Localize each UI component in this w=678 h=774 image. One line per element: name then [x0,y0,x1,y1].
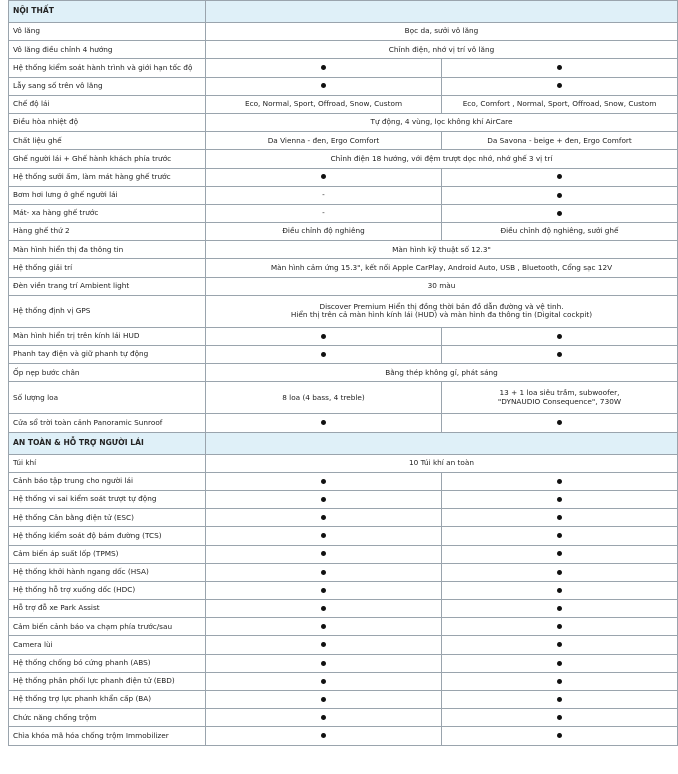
spec-row [9,186,678,204]
spec-row [9,454,678,472]
feature-included-dot [557,352,562,357]
section-title: NỘI THẤT [9,1,206,23]
trim-1-value [206,204,442,222]
feature-included-dot [321,733,326,738]
feature-label: Hệ thống hỗ trợ xuống dốc (HDC) [9,581,206,599]
spec-row [9,150,678,168]
feature-included-dot [321,83,326,88]
feature-label: Hệ thống vi sai kiểm soát trượt tự động [9,490,206,508]
value-text: 8 loa (4 bass, 4 treble) [282,392,365,402]
feature-included-dot [321,65,326,70]
trim-1-value [206,132,442,150]
shared-value: 30 màu [206,277,678,295]
feature-included-dot [557,334,562,339]
spec-row [9,295,678,327]
spec-row [9,59,678,77]
feature-included-dot [321,715,326,720]
feature-included-dot [557,661,562,666]
feature-label: Bơm hơi lưng ở ghế người lái [9,186,206,204]
feature-label: Cảm biến cảnh báo va chạm phía trước/sau [9,618,206,636]
feature-label: Hệ thống định vị GPS [9,295,206,327]
feature-label: Ghế người lái + Ghế hành khách phía trước [9,150,206,168]
shared-value [206,295,678,327]
spec-row [9,113,678,131]
trim-2-value [442,654,678,672]
feature-label: Chế độ lái [9,95,206,113]
trim-2-value [442,527,678,545]
feature-label: Hàng ghế thứ 2 [9,223,206,241]
feature-absent-dash: - [322,190,325,200]
feature-included-dot [321,479,326,484]
feature-included-dot [321,679,326,684]
feature-included-dot [321,352,326,357]
feature-label: Hỗ trợ đỗ xe Park Assist [9,600,206,618]
feature-label: Cảnh báo tập trung cho người lái [9,472,206,490]
trim-1-value [206,346,442,364]
spec-row [9,490,678,508]
spec-row [9,618,678,636]
feature-included-dot [321,642,326,647]
spec-row [9,77,678,95]
spec-row [9,132,678,150]
spec-row [9,41,678,59]
feature-included-dot [557,733,562,738]
feature-included-dot [557,715,562,720]
shared-value: 10 Túi khí an toàn [206,454,678,472]
feature-included-dot [557,588,562,593]
trim-1-value [206,581,442,599]
spec-row [9,382,678,414]
trim-2-value [442,472,678,490]
trim-1-value [206,223,442,241]
spec-row [9,364,678,382]
feature-included-dot [557,83,562,88]
feature-label: Vô lăng [9,23,206,41]
trim-1-value [206,545,442,563]
trim-2-value [442,414,678,432]
trim-1-value [206,186,442,204]
trim-2-value [442,327,678,345]
feature-included-dot [557,570,562,575]
feature-included-dot [321,570,326,575]
feature-included-dot [321,533,326,538]
feature-label: Hệ thống trợ lực phanh khẩn cấp (BA) [9,691,206,709]
trim-2-value [442,636,678,654]
feature-included-dot [321,661,326,666]
feature-included-dot [557,606,562,611]
feature-included-dot [557,174,562,179]
feature-included-dot [321,606,326,611]
spec-row [9,204,678,222]
trim-2-value [442,618,678,636]
trim-2-value [442,204,678,222]
spec-row [9,691,678,709]
feature-label: Hệ thống Cân bằng điện tử (ESC) [9,509,206,527]
feature-label: Cảm biến áp suất lốp (TPMS) [9,545,206,563]
section-header-fill [206,432,678,454]
feature-included-dot [557,211,562,216]
spec-row [9,259,678,277]
shared-value: Chỉnh điện 18 hướng, với đệm trượt dọc nhớ, nhớ ghế 3 vị trí [206,150,678,168]
value-line: 13 + 1 loa siêu trầm, subwoofer, [499,388,620,398]
trim-2-value [442,186,678,204]
feature-label: Hệ thống chống bó cứng phanh (ABS) [9,654,206,672]
trim-2-value [442,223,678,241]
feature-included-dot [321,334,326,339]
shared-value: Bằng thép không gỉ, phát sáng [206,364,678,382]
trim-1-value [206,490,442,508]
trim-2-value [442,672,678,690]
trim-1-value [206,77,442,95]
spec-row [9,414,678,432]
spec-table [8,0,678,746]
trim-1-value [206,527,442,545]
spec-row [9,223,678,241]
feature-label: Hệ thống khởi hành ngang dốc (HSA) [9,563,206,581]
feature-included-dot [321,420,326,425]
trim-2-value [442,77,678,95]
trim-2-value [442,727,678,745]
trim-1-value [206,382,442,414]
trim-1-value [206,509,442,527]
trim-1-value [206,414,442,432]
trim-1-value [206,563,442,581]
spec-row [9,709,678,727]
spec-row [9,563,678,581]
trim-2-value [442,581,678,599]
feature-included-dot [557,551,562,556]
trim-1-value [206,168,442,186]
section-header-fill [206,1,678,23]
feature-label: Chức năng chống trộm [9,709,206,727]
feature-label: Đèn viền trang trí Ambient light [9,277,206,295]
spec-row [9,241,678,259]
feature-included-dot [557,420,562,425]
feature-included-dot [557,533,562,538]
trim-2-value [442,346,678,364]
spec-row [9,277,678,295]
trim-2-value [442,691,678,709]
shared-value: Màn hình kỹ thuật số 12.3" [206,241,678,259]
feature-label: Hệ thống kiểm soát độ bám đường (TCS) [9,527,206,545]
feature-label: Túi khí [9,454,206,472]
feature-label: Cửa sổ trời toàn cảnh Panoramic Sunroof [9,414,206,432]
feature-included-dot [321,697,326,702]
spec-row [9,581,678,599]
trim-1-value [206,636,442,654]
feature-included-dot [557,65,562,70]
section-title: AN TOÀN & HỖ TRỢ NGƯỜI LÁI [9,432,206,454]
spec-sheet [8,0,678,746]
spec-row [9,327,678,345]
feature-included-dot [557,479,562,484]
feature-included-dot [557,515,562,520]
feature-label: Ốp nẹp bước chân [9,364,206,382]
value-text: Eco, Comfort , Normal, Sport, Offroad, Snow, Custom [462,99,657,109]
trim-1-value [206,672,442,690]
value-text: Eco, Normal, Sport, Offroad, Snow, Custom [244,99,403,109]
feature-label: Hệ thống phân phối lực phanh điện tử (EBD) [9,672,206,690]
trim-1-value [206,709,442,727]
section-header [9,1,678,23]
trim-2-value [442,563,678,581]
feature-label: Màn hình hiển trị trên kính lái HUD [9,327,206,345]
value-text: Điều chỉnh độ nghiêng, sưởi ghế [500,226,619,236]
feature-included-dot [321,497,326,502]
feature-included-dot [557,642,562,647]
feature-included-dot [321,588,326,593]
value-line: Discover Premium Hiển thị đồng thời bản đồ dẫn đường và vệ tinh. [319,301,564,311]
section-header [9,432,678,454]
feature-included-dot [321,174,326,179]
feature-included-dot [321,551,326,556]
trim-1-value [206,472,442,490]
feature-label: Màn hình hiển thị đa thông tin [9,241,206,259]
spec-row [9,472,678,490]
feature-label: Chìa khóa mã hóa chống trộm Immobilizer [9,727,206,745]
feature-included-dot [557,497,562,502]
spec-row [9,636,678,654]
feature-included-dot [557,624,562,629]
feature-absent-dash: - [322,208,325,218]
shared-value: Màn hình cảm ứng 15.3", kết nối Apple CarPlay, Android Auto, USB , Bluetooth, Cổng sạc 12V [206,259,678,277]
shared-value: Chỉnh điện, nhớ vị trí vô lăng [206,41,678,59]
value-line: "DYNAUDIO Consequence", 730W [497,396,622,406]
spec-row [9,527,678,545]
trim-2-value [442,59,678,77]
spec-row [9,509,678,527]
trim-1-value [206,727,442,745]
feature-label: Phanh tay điện và giữ phanh tự động [9,346,206,364]
trim-1-value [206,327,442,345]
spec-row [9,23,678,41]
feature-label: Lẫy sang số trên vô lăng [9,77,206,95]
feature-included-dot [321,515,326,520]
shared-value: Tự động, 4 vùng, lọc không khí AirCare [206,113,678,131]
trim-2-value [442,490,678,508]
feature-label: Số lượng loa [9,382,206,414]
value-text: Da Savona - beige + đen, Ergo Comfort [487,135,632,145]
feature-label: Hệ thống sưởi ấm, làm mát hàng ghế trước [9,168,206,186]
trim-1-value [206,654,442,672]
trim-2-value [442,382,678,414]
feature-included-dot [557,697,562,702]
spec-row [9,168,678,186]
spec-row [9,654,678,672]
feature-label: Điều hòa nhiệt độ [9,113,206,131]
spec-row [9,672,678,690]
feature-label: Camera lùi [9,636,206,654]
feature-label: Vô lăng điều chỉnh 4 hướng [9,41,206,59]
spec-row [9,545,678,563]
trim-2-value [442,709,678,727]
feature-included-dot [557,193,562,198]
trim-2-value [442,132,678,150]
spec-row [9,346,678,364]
feature-label: Chất liệu ghế [9,132,206,150]
trim-1-value [206,691,442,709]
trim-2-value [442,168,678,186]
value-text: Điều chỉnh độ nghiêng [282,226,365,236]
feature-included-dot [321,624,326,629]
trim-1-value [206,59,442,77]
trim-2-value [442,545,678,563]
trim-1-value [206,618,442,636]
trim-1-value [206,600,442,618]
value-line: Hiển thị trên cả màn hình kính lái (HUD) và màn hình đa thông tin (Digital cockpit) [290,310,593,320]
feature-label: Mát- xa hàng ghế trước [9,204,206,222]
trim-1-value [206,95,442,113]
shared-value: Bọc da, sưởi vô lăng [206,23,678,41]
value-text: Da Vienna - đen, Ergo Comfort [267,135,380,145]
feature-label: Hệ thống giải trí [9,259,206,277]
feature-label: Hệ thống kiểm soát hành trình và giới hạn tốc độ [9,59,206,77]
spec-row [9,600,678,618]
trim-2-value [442,95,678,113]
spec-row [9,95,678,113]
trim-2-value [442,509,678,527]
feature-included-dot [557,679,562,684]
trim-2-value [442,600,678,618]
spec-row [9,727,678,745]
